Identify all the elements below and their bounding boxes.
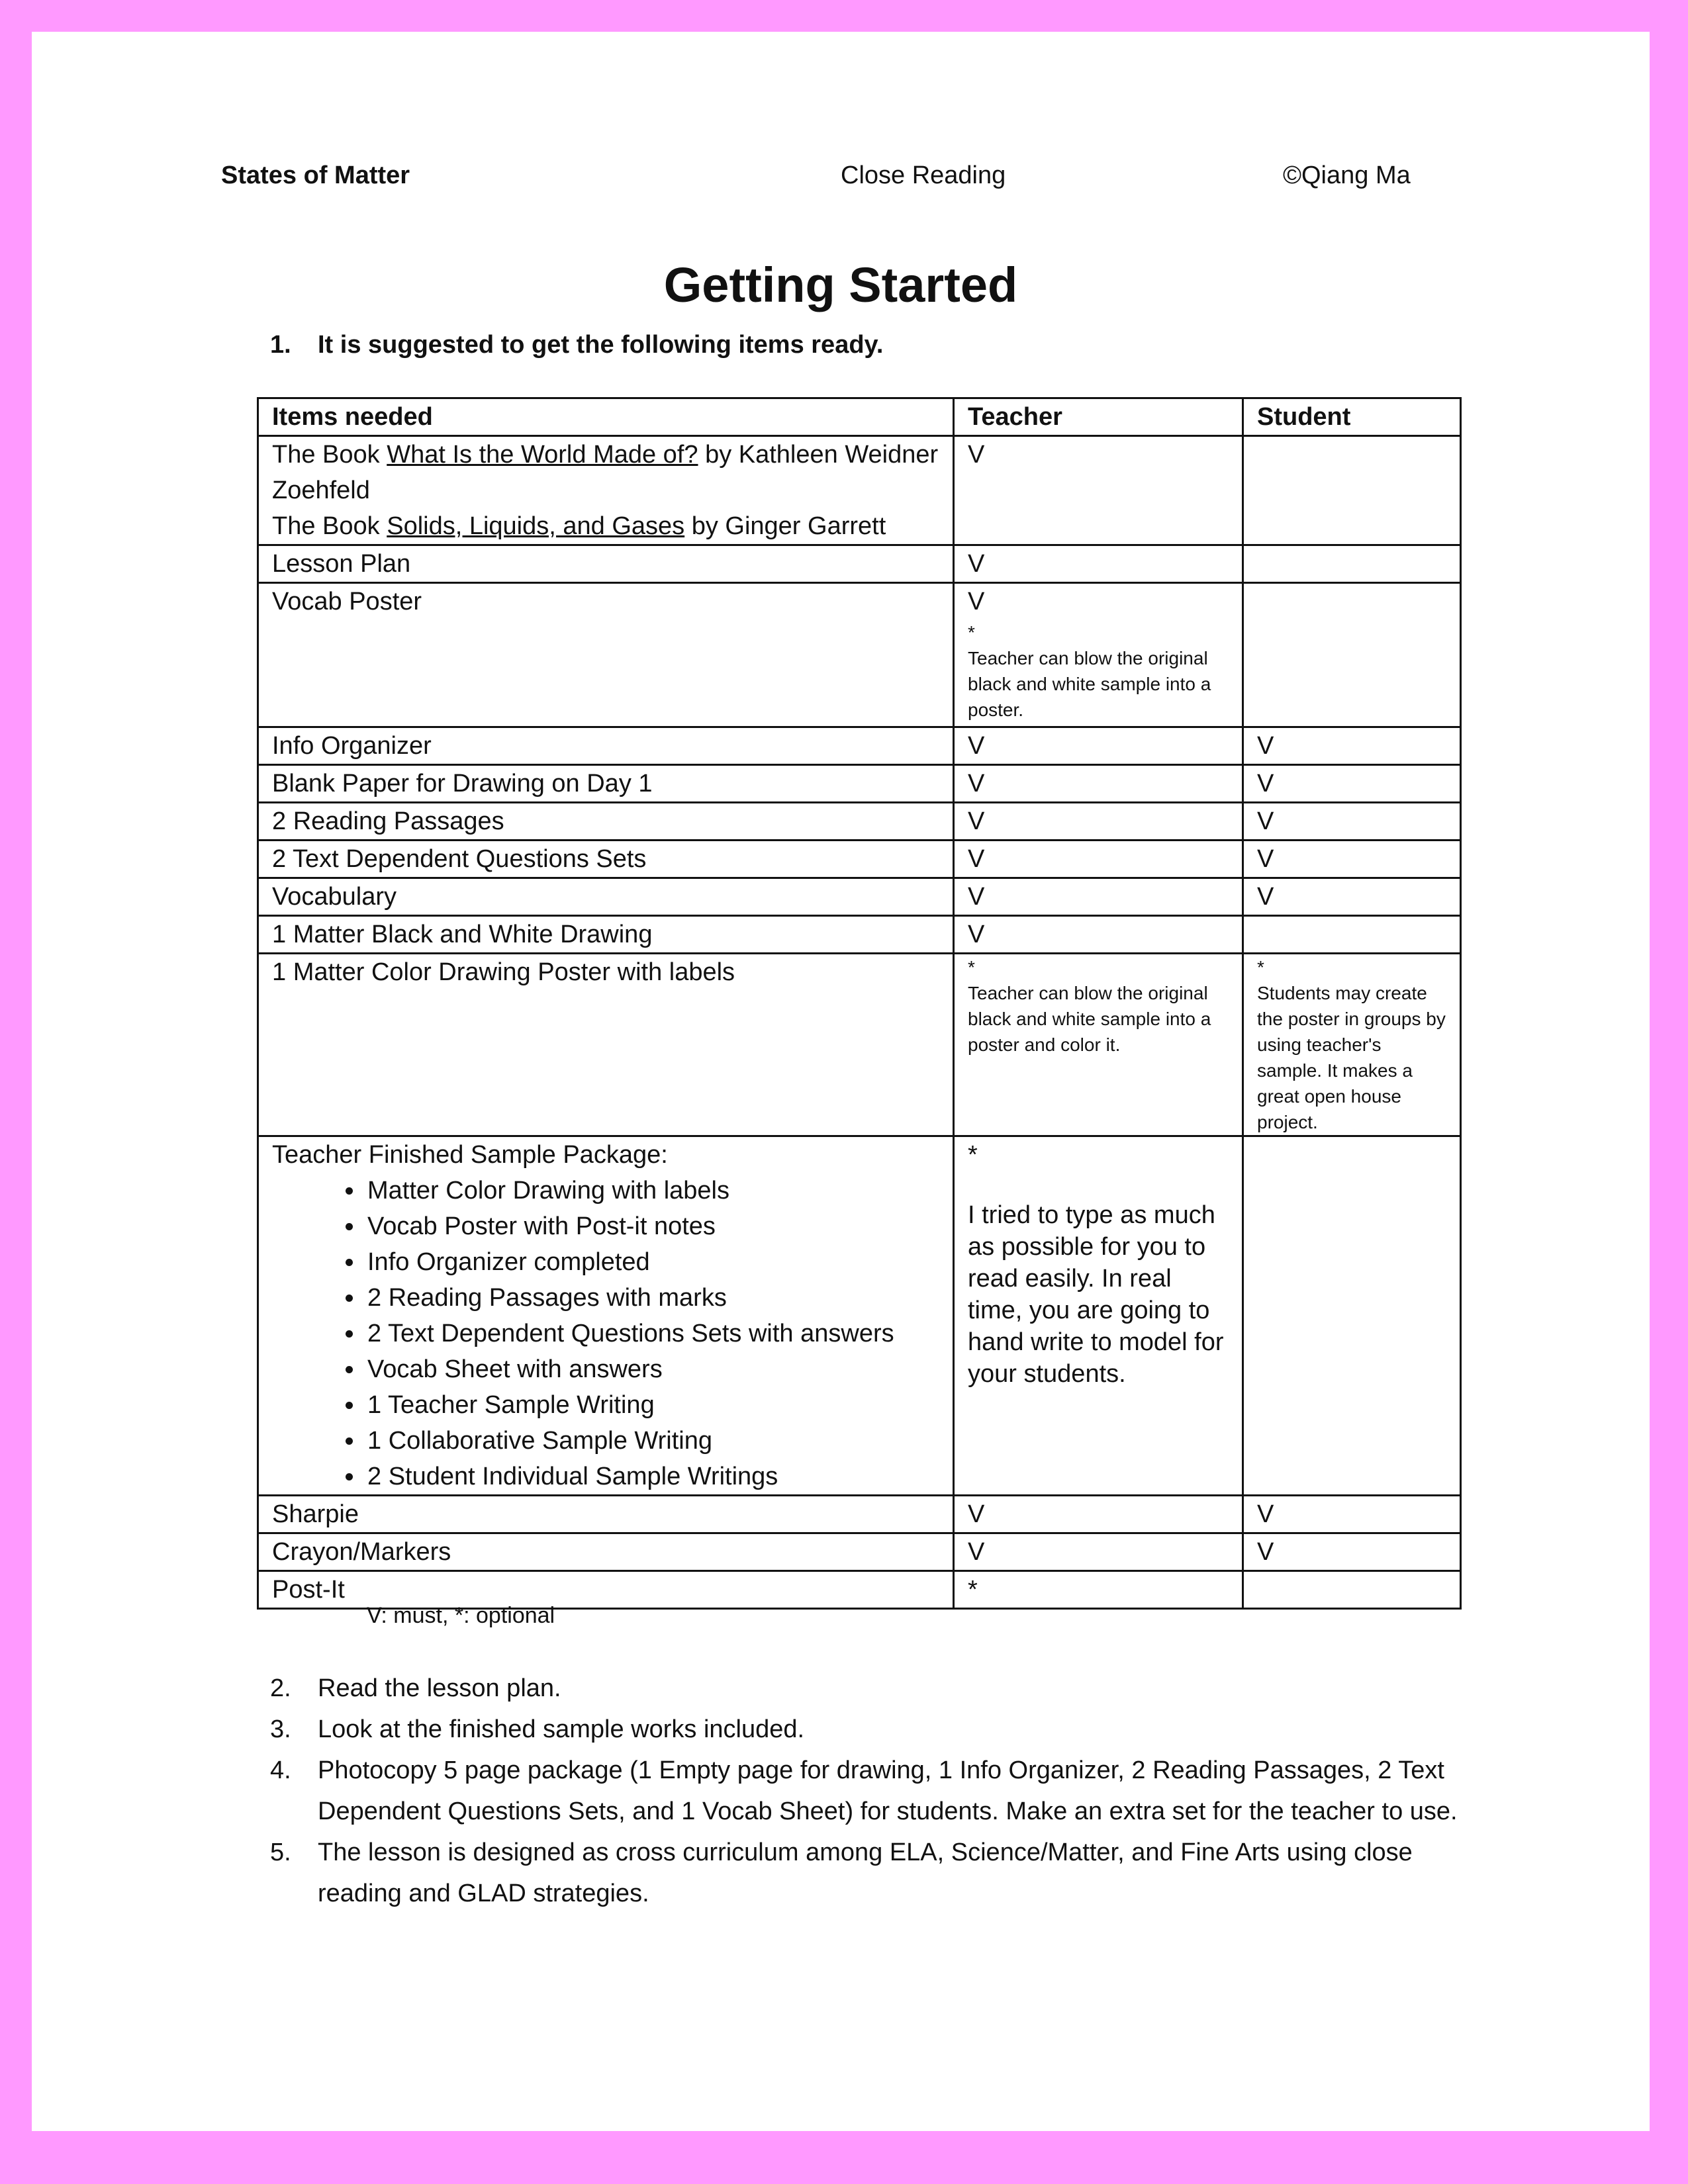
table-row — [258, 841, 1461, 878]
cell-teacher: V — [954, 841, 1243, 878]
header-teacher: Teacher — [954, 398, 1243, 436]
cell-item: Sharpie — [258, 1496, 954, 1533]
list-item: • 2 Reading Passages with marks — [365, 1280, 939, 1316]
optional-mark: * — [968, 622, 975, 643]
cell-student: V — [1243, 727, 1461, 765]
table-row-sample-package — [258, 1136, 1461, 1496]
table-row — [258, 545, 1461, 583]
book-1-title: What Is the World Made of? — [387, 441, 698, 469]
cell-teacher: * — [954, 1571, 1243, 1609]
cell-teacher: V — [954, 803, 1243, 841]
table-row — [258, 803, 1461, 841]
cell-teacher: V — [954, 916, 1243, 954]
cell-student: V — [1243, 878, 1461, 916]
cell-item: Post-It — [258, 1571, 954, 1609]
items-table — [257, 397, 1462, 1610]
table-legend: V: must, *: optional — [367, 1603, 555, 1628]
book-2-prefix: The Book — [272, 512, 387, 540]
cell-teacher: V — [954, 1496, 1243, 1533]
document-page — [32, 32, 1650, 2131]
book-1 — [272, 437, 939, 508]
cell-student: V — [1243, 1533, 1461, 1571]
cell-teacher: V — [954, 727, 1243, 765]
cell-item: 1 Matter Black and White Drawing — [258, 916, 954, 954]
cell-student — [1243, 583, 1461, 727]
step-item — [270, 1832, 1501, 1914]
teacher-mark: V — [968, 588, 985, 615]
list-item: • Vocab Poster with Post-it notes — [365, 1208, 939, 1244]
cell-student: V — [1243, 841, 1461, 878]
cell-item: Vocab Poster — [258, 583, 954, 727]
table-row — [258, 583, 1461, 727]
cell-item: 2 Reading Passages — [258, 803, 954, 841]
table-row — [258, 1496, 1461, 1533]
step-text: The lesson is designed as cross curriculum among ELA, Science/Matter, and Fine Arts using close reading and GLAD strategies. — [318, 1839, 1413, 1907]
cell-student — [1243, 954, 1461, 1136]
cell-teacher — [954, 1136, 1243, 1496]
step-number: 2. — [270, 1674, 291, 1702]
list-item: • Matter Color Drawing with labels — [365, 1173, 939, 1208]
cell-item: Blank Paper for Drawing on Day 1 — [258, 765, 954, 803]
table-row — [258, 916, 1461, 954]
page-title: Getting Started — [663, 257, 1018, 312]
step-text: Read the lesson plan. — [318, 1674, 561, 1702]
optional-mark: * — [1257, 957, 1264, 978]
step-text: Look at the finished sample works included. — [318, 1715, 805, 1743]
teacher-note: Teacher can blow the original black and white sample into a poster. — [968, 648, 1211, 720]
cell-student — [1243, 916, 1461, 954]
book-2-title: Solids, Liquids, and Gases — [387, 512, 685, 540]
step-item — [270, 1668, 1501, 1709]
step-number: 4. — [270, 1756, 291, 1784]
cell-teacher — [954, 954, 1243, 1136]
steps-list — [270, 1668, 1501, 1914]
cell-student: V — [1243, 1496, 1461, 1533]
cell-item — [258, 1136, 954, 1496]
teacher-note: Teacher can blow the original black and white sample into a poster and color it. — [968, 983, 1211, 1055]
header-copyright: ©Qiang Ma — [1283, 161, 1411, 189]
cell-student — [1243, 1136, 1461, 1496]
table-row — [258, 878, 1461, 916]
list-item: • 2 Text Dependent Questions Sets with answers — [365, 1316, 939, 1351]
step-number: 3. — [270, 1715, 291, 1743]
cell-item: Vocabulary — [258, 878, 954, 916]
list-item: • 1 Collaborative Sample Writing — [365, 1423, 939, 1459]
cell-student: V — [1243, 803, 1461, 841]
book-2-author: by Ginger Garrett — [684, 512, 886, 540]
cell-item: Crayon/Markers — [258, 1533, 954, 1571]
cell-item: 1 Matter Color Drawing Poster with labels — [258, 954, 954, 1136]
cell-teacher — [954, 583, 1243, 727]
table-row — [258, 727, 1461, 765]
step-number: 5. — [270, 1839, 291, 1866]
cell-teacher: V — [954, 765, 1243, 803]
step-text: It is suggested to get the following items ready. — [318, 331, 884, 359]
header-student: Student — [1243, 398, 1461, 436]
header-items-needed: Items needed — [258, 398, 954, 436]
table-row — [258, 1533, 1461, 1571]
step-1 — [270, 331, 883, 359]
step-number: 1. — [270, 331, 291, 359]
step-text: Photocopy 5 page package (1 Empty page for drawing, 1 Info Organizer, 2 Reading Passages, 2 Text Dependent Questions Sets, and 1 Vocab Sheet) for students. Make an extra set for the teacher to use. — [318, 1756, 1458, 1825]
list-item: • Vocab Sheet with answers — [365, 1351, 939, 1387]
cell-teacher: V — [954, 1533, 1243, 1571]
cell-item: Lesson Plan — [258, 545, 954, 583]
table-row — [258, 954, 1461, 1136]
sample-package-title: Teacher Finished Sample Package: — [272, 1141, 668, 1169]
book-1-author: by Kathleen Weidner Zoehfeld — [272, 441, 939, 504]
book-2 — [272, 508, 939, 544]
table-header-row — [258, 398, 1461, 436]
step-item — [270, 1750, 1501, 1832]
list-item: • 2 Student Individual Sample Writings — [365, 1459, 939, 1494]
cell-student — [1243, 1571, 1461, 1609]
student-note: Students may create the poster in groups by using teacher's sample. It makes a great open house project. — [1257, 983, 1446, 1132]
cell-teacher: V — [954, 545, 1243, 583]
table-row-books — [258, 436, 1461, 545]
teacher-note: I tried to type as much as possible for you to read easily. In real time, you are going to hand write to model for your students. — [968, 1201, 1224, 1388]
header-topic: Close Reading — [841, 161, 1006, 189]
cell-item: Info Organizer — [258, 727, 954, 765]
header-subject: States of Matter — [221, 161, 410, 189]
list-item: • Info Organizer completed — [365, 1244, 939, 1280]
cell-student: V — [1243, 765, 1461, 803]
book-1-prefix: The Book — [272, 441, 387, 469]
cell-item — [258, 436, 954, 545]
list-item: • 1 Teacher Sample Writing — [365, 1387, 939, 1423]
optional-mark: * — [968, 1141, 978, 1169]
cell-item: 2 Text Dependent Questions Sets — [258, 841, 954, 878]
cell-teacher: V — [954, 878, 1243, 916]
table-row — [258, 765, 1461, 803]
step-item — [270, 1709, 1501, 1750]
cell-student — [1243, 436, 1461, 545]
sample-package-list — [272, 1173, 939, 1494]
cell-student — [1243, 545, 1461, 583]
cell-teacher: V — [954, 436, 1243, 545]
optional-mark: * — [968, 957, 975, 978]
